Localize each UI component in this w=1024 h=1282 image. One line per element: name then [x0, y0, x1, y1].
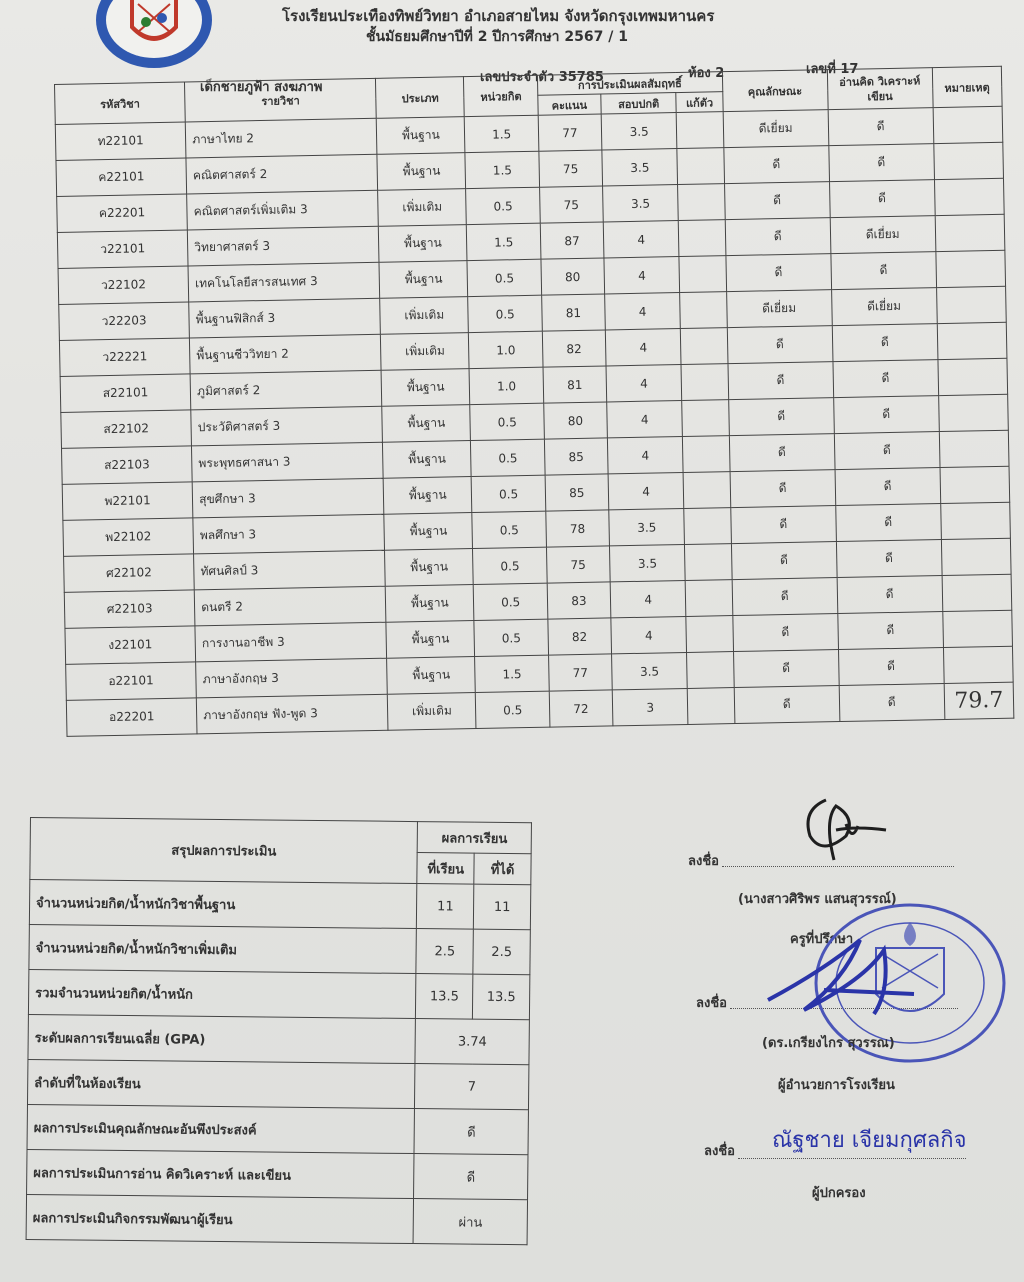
subject-type: พื้นฐาน: [387, 657, 476, 695]
summary-studied: 2.5: [416, 929, 473, 975]
school-name: โรงเรียนประเทืองทิพย์วิทยา อำเภอสายไหม จังหวัดกรุงเทพมหานคร: [282, 7, 715, 25]
subject-type: พื้นฐาน: [379, 261, 468, 299]
grade-value: 4: [607, 400, 683, 437]
reading-value: ดี: [832, 324, 938, 362]
subject-code: ว22102: [58, 266, 189, 304]
subject-type: พื้นฐาน: [384, 513, 473, 551]
score-value: 72: [549, 690, 613, 727]
score-value: 83: [547, 582, 611, 619]
retake-value: [686, 580, 733, 617]
reading-value: ดี: [837, 612, 943, 650]
header-retake: แก้ตัว: [676, 92, 723, 113]
reading-value: ดี: [839, 684, 945, 722]
teacher-sign-line: [722, 866, 954, 867]
summary-earned: 11: [474, 884, 531, 930]
reading-value: ดี: [834, 432, 940, 470]
character-value: ดี: [726, 254, 832, 292]
student-name: เด็กชายภูฟ้า สงฆภาพ: [200, 80, 323, 95]
subject-code: ค22101: [56, 158, 187, 196]
retake-value: [687, 652, 734, 689]
reading-value: ดี: [835, 468, 941, 506]
subject-type: พื้นฐาน: [382, 405, 471, 443]
credit-value: 0.5: [467, 259, 541, 296]
grade-value: 3.5: [609, 544, 685, 581]
grade-value: 3: [612, 688, 688, 725]
header-character: คุณลักษณะ: [722, 70, 828, 112]
header-score: คะแนน: [538, 94, 601, 115]
remark-value: [936, 250, 1006, 287]
subject-name: ภูมิศาสตร์ 2: [190, 370, 382, 410]
credit-value: 0.5: [476, 691, 550, 728]
grade-value: 3.5: [611, 652, 687, 689]
credit-value: 0.5: [471, 439, 545, 476]
subject-code: อ22201: [66, 698, 197, 736]
subject-type: พื้นฐาน: [381, 369, 470, 407]
summary-col-studied: ที่เรียน: [417, 853, 474, 885]
score-value: 75: [546, 546, 610, 583]
subject-code: ว22221: [59, 338, 190, 376]
summary-label: รวมจำนวนหน่วยกิต/น้ำหนัก: [28, 969, 416, 1018]
director-signature-icon: [764, 930, 934, 1020]
subject-code: ว22101: [57, 230, 188, 268]
header-reading: อ่านคิด วิเคราะห์เขียน: [827, 68, 933, 110]
teacher-role: ครูที่ปรึกษา: [790, 932, 854, 947]
retake-value: [677, 112, 724, 149]
remark-value: [940, 502, 1010, 539]
subject-code: ศ22102: [64, 554, 195, 592]
subject-type: เพิ่มเติม: [378, 189, 467, 227]
character-result-label: ผลการประเมินคุณลักษณะอันพึงประสงค์: [27, 1104, 415, 1153]
subject-code: อ22101: [66, 662, 197, 700]
score-value: 82: [542, 330, 606, 367]
character-value: ดีเยี่ยม: [723, 110, 829, 148]
score-value: 75: [539, 150, 603, 187]
character-result-value: ดี: [414, 1109, 528, 1155]
summary-studied: 11: [417, 884, 474, 930]
grade-value: 4: [604, 257, 680, 294]
character-value: ดี: [733, 650, 839, 688]
remark-value: [942, 610, 1012, 647]
teacher-name: (นางสาวศิริพร แสนสุวรรณ์): [738, 892, 897, 907]
score-value: 80: [541, 258, 605, 295]
character-value: ดี: [724, 146, 830, 184]
subject-name: ดนตรี 2: [194, 586, 386, 626]
grade-value: 4: [611, 616, 687, 653]
grade-value: 4: [610, 580, 686, 617]
subject-type: พื้นฐาน: [377, 153, 466, 191]
subject-name: สุขศึกษา 3: [192, 478, 384, 518]
subject-name: ประวัติศาสตร์ 3: [191, 406, 383, 446]
subject-code: ค22201: [57, 194, 188, 232]
summary-title: สรุปผลการประเมิน: [30, 818, 418, 884]
grade-value: 4: [608, 472, 684, 509]
retake-value: [677, 148, 724, 185]
credit-value: 0.5: [466, 187, 540, 224]
grade-value: 3.5: [609, 508, 685, 545]
subject-name: คณิตศาสตร์ 2: [186, 154, 378, 194]
credit-value: 0.5: [472, 511, 546, 548]
score-value: 80: [544, 402, 608, 439]
remark-value: [940, 466, 1010, 503]
credit-value: 1.5: [465, 115, 539, 152]
subject-name: ภาษาอังกฤษ 3: [196, 658, 388, 698]
reading-result-value: ดี: [414, 1154, 528, 1200]
reading-value: ดี: [833, 396, 939, 434]
summary-result-header: ผลการเรียน: [418, 822, 532, 854]
subject-type: พื้นฐาน: [386, 621, 475, 659]
reading-value: ดี: [838, 648, 944, 686]
remark-value: [933, 142, 1003, 179]
score-value: 77: [548, 654, 612, 691]
remark-value: [933, 106, 1003, 143]
class-rank-label: ลำดับที่ในห้องเรียน: [27, 1059, 415, 1108]
header-grade: สอบปกติ: [601, 93, 677, 114]
reading-value: ดี: [833, 360, 939, 398]
header-type: ประเภท: [376, 77, 465, 119]
credit-value: 0.5: [470, 403, 544, 440]
subject-type: พื้นฐาน: [383, 441, 472, 479]
subject-name: วิทยาศาสตร์ 3: [187, 226, 379, 266]
retake-value: [679, 256, 726, 293]
retake-value: [684, 472, 731, 509]
retake-value: [681, 364, 728, 401]
subject-name: ภาษาอังกฤษ ฟัง-พูด 3: [196, 694, 388, 734]
remark-value: [938, 358, 1008, 395]
reading-value: ดีเยี่ยม: [830, 216, 936, 254]
character-value: ดี: [727, 326, 833, 364]
score-value: 75: [539, 186, 603, 223]
teacher-signature-icon: [796, 790, 892, 866]
subject-name: ภาษาไทย 2: [185, 118, 377, 158]
parent-signature: ณัฐชาย เจียมกุศลกิจ: [772, 1128, 967, 1153]
retake-value: [678, 184, 725, 221]
character-value: ดี: [734, 686, 840, 724]
subject-name: พื้นฐานฟิสิกส์ 3: [189, 298, 381, 338]
subject-name: ทัศนศิลป์ 3: [194, 550, 386, 590]
score-value: 85: [544, 438, 608, 475]
credit-value: 1.0: [469, 331, 543, 368]
grade-value: 4: [607, 436, 683, 473]
header-remark: หมายเหตุ: [932, 66, 1002, 107]
summary-col-earned: ที่ได้: [474, 853, 531, 885]
class-rank-value: 7: [415, 1064, 529, 1110]
subject-name: การงานอาชีพ 3: [195, 622, 387, 662]
school-logo-icon: [94, 0, 214, 70]
character-value: ดี: [732, 578, 838, 616]
score-value: 77: [538, 114, 602, 151]
retake-value: [679, 220, 726, 257]
reading-value: ดี: [829, 180, 935, 218]
director-name: (ดร.เกรียงไกร สุวรรณ): [762, 1036, 895, 1051]
character-value: ดี: [733, 614, 839, 652]
subject-code: ท22101: [55, 122, 186, 160]
subject-code: ส22102: [61, 410, 192, 448]
retake-value: [685, 544, 732, 581]
character-value: ดี: [730, 506, 836, 544]
grade-value: 3.5: [601, 113, 677, 150]
director-sign-label: ลงชื่อ: [696, 996, 727, 1011]
gpa-label: ระดับผลการเรียนเฉลี่ย (GPA): [28, 1014, 416, 1063]
subject-name: พลศึกษา 3: [193, 514, 385, 554]
subject-code: ศ22103: [64, 590, 195, 628]
student-id: เลขประจำตัว 35785: [480, 70, 604, 85]
header-subject: รายวิชา: [185, 78, 377, 122]
grade-value: 4: [605, 293, 681, 330]
header-assessment: การประเมินผลสัมฤทธิ์: [537, 72, 722, 96]
subject-type: พื้นฐาน: [379, 225, 468, 263]
reading-value: ดี: [831, 252, 937, 290]
subject-type: เพิ่มเติม: [380, 297, 469, 335]
subject-code: ส22103: [61, 446, 192, 484]
room-number: ห้อง 2: [688, 66, 725, 81]
score-value: 85: [545, 474, 609, 511]
reading-value: ดีเยี่ยม: [831, 288, 937, 326]
grades-body: [55, 106, 1014, 736]
credit-value: 1.5: [475, 655, 549, 692]
subject-code: พ22101: [62, 482, 193, 520]
summary-studied: 13.5: [416, 974, 473, 1020]
retake-value: [686, 616, 733, 653]
subject-type: เพิ่มเติม: [388, 693, 477, 731]
reading-value: ดี: [837, 576, 943, 614]
remark-value: [943, 646, 1013, 683]
subject-type: พื้นฐาน: [385, 549, 474, 587]
credit-value: 1.5: [465, 151, 539, 188]
subject-name: พระพุทธศาสนา 3: [192, 442, 384, 482]
summary-earned: 2.5: [473, 929, 530, 975]
credit-value: 0.5: [472, 475, 546, 512]
reading-value: ดี: [828, 144, 934, 182]
remark-value: [936, 286, 1006, 323]
remark-value: [939, 430, 1009, 467]
character-value: ดี: [725, 218, 831, 256]
parent-sign-label: ลงชื่อ: [704, 1144, 735, 1159]
summary-label: จำนวนหน่วยกิต/น้ำหนักวิชาเพิ่มเติม: [29, 924, 417, 973]
remark-value: [937, 322, 1007, 359]
subject-code: ง22101: [65, 626, 196, 664]
subject-name: พื้นฐานชีววิทยา 2: [190, 334, 382, 374]
remark-value: [934, 178, 1004, 215]
retake-value: [684, 508, 731, 545]
score-value: 81: [542, 294, 606, 331]
grade-value: 4: [606, 365, 682, 402]
teacher-sign-label: ลงชื่อ: [688, 854, 719, 869]
subject-code: ว22203: [59, 302, 190, 340]
grade-value: 3.5: [602, 185, 678, 222]
grade-value: 4: [603, 221, 679, 258]
character-value: ดีเยี่ยม: [726, 290, 832, 328]
retake-value: [688, 688, 735, 725]
retake-value: [682, 400, 729, 437]
subject-code: ส22101: [60, 374, 191, 412]
retake-value: [681, 328, 728, 365]
credit-value: 0.5: [474, 619, 548, 656]
grades-table: [54, 66, 1014, 737]
score-value: 82: [548, 618, 612, 655]
grade-value: 3.5: [602, 149, 678, 186]
remark-value: 79.7: [944, 682, 1014, 719]
subject-type: พื้นฐาน: [383, 477, 472, 515]
reading-result-label: ผลการประเมินการอ่าน คิดวิเคราะห์ และเขียน: [27, 1149, 415, 1198]
score-value: 87: [540, 222, 604, 259]
term-title: ชั้นมัธยมศึกษาปีที่ 2 ปีการศึกษา 2567 / 1: [366, 29, 628, 45]
director-role: ผู้อำนวยการโรงเรียน: [778, 1078, 895, 1093]
character-value: ดี: [728, 362, 834, 400]
character-value: ดี: [728, 398, 834, 436]
reading-value: ดี: [836, 540, 942, 578]
character-value: ดี: [724, 182, 830, 220]
subject-type: เพิ่มเติม: [381, 333, 470, 371]
summary-earned: 13.5: [473, 974, 530, 1020]
retake-value: [683, 436, 730, 473]
character-value: ดี: [730, 470, 836, 508]
subject-name: คณิตศาสตร์เพิ่มเติม 3: [187, 190, 379, 230]
score-value: 81: [543, 366, 607, 403]
parent-role: ผู้ปกครอง: [812, 1186, 866, 1201]
retake-value: [680, 292, 727, 329]
credit-value: 1.5: [467, 223, 541, 260]
reading-value: ดี: [835, 504, 941, 542]
parent-sign-line: [738, 1158, 966, 1159]
score-value: 78: [546, 510, 610, 547]
remark-value: [942, 574, 1012, 611]
subject-name: เทคโนโลยีสารสนเทศ 3: [188, 262, 380, 302]
remark-value: [938, 394, 1008, 431]
header-credit: หน่วยกิต: [464, 75, 538, 116]
summary-table: [26, 817, 532, 1245]
character-value: ดี: [731, 542, 837, 580]
credit-value: 1.0: [469, 367, 543, 404]
remark-value: [941, 538, 1011, 575]
activity-result-label: ผลการประเมินกิจกรรมพัฒนาผู้เรียน: [26, 1194, 414, 1243]
credit-value: 0.5: [474, 583, 548, 620]
grade-value: 4: [605, 329, 681, 366]
student-number: เลขที่ 17: [806, 62, 859, 77]
activity-result-value: ผ่าน: [413, 1199, 527, 1245]
remark-value: [935, 214, 1005, 251]
summary-label: จำนวนหน่วยกิต/น้ำหนักวิชาพื้นฐาน: [29, 880, 417, 929]
subject-code: พ22102: [63, 518, 194, 556]
subject-type: พื้นฐาน: [385, 585, 474, 623]
header-code: รหัสวิชา: [55, 82, 186, 124]
subject-type: พื้นฐาน: [376, 117, 465, 155]
gpa-value: 3.74: [415, 1019, 529, 1065]
credit-value: 0.5: [473, 547, 547, 584]
credit-value: 0.5: [468, 295, 542, 332]
character-value: ดี: [729, 434, 835, 472]
reading-value: ดี: [828, 108, 934, 146]
